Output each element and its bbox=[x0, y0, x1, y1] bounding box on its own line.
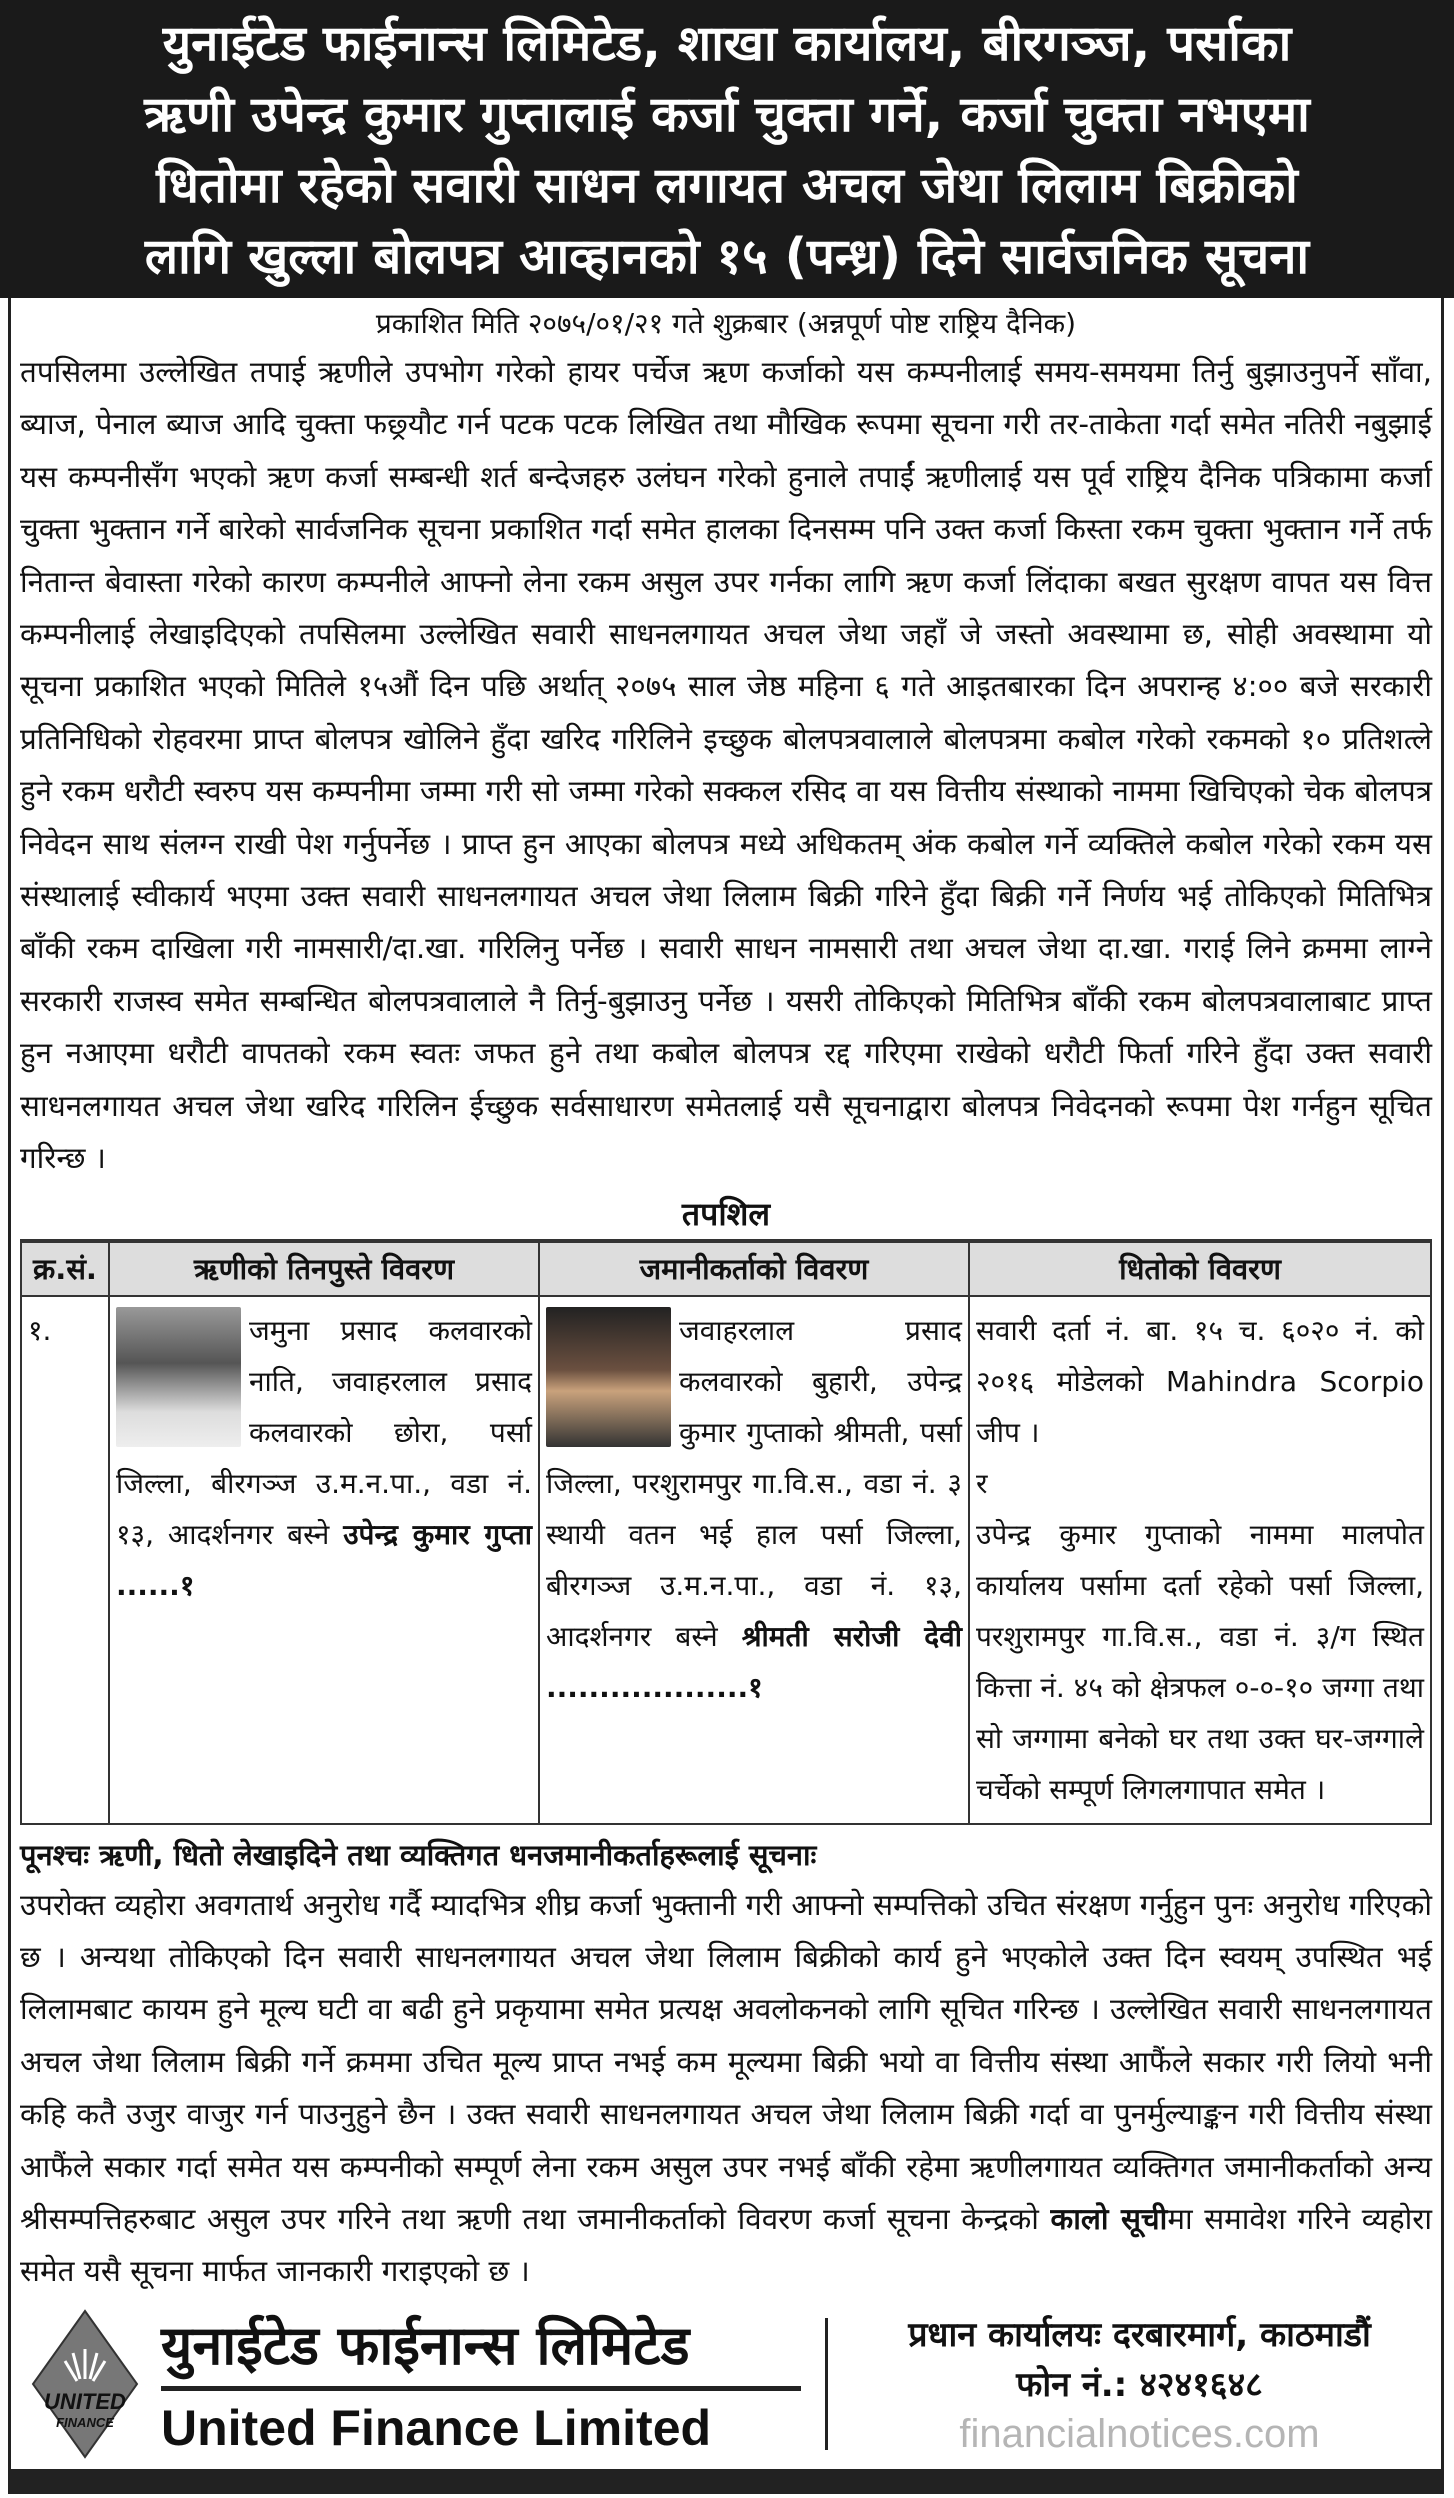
guarantor-details: जवाहरलाल प्रसाद कलवारको बुहारी, उपेन्द्र कुमार गुप्ताको श्रीमती, पर्सा जिल्ला, परशुरामपुर गा.वि.स., वडा नं. ३ स्थायी वतन भई हाल पर्सा जिल्ला, बीरगञ्ज उ.म.न.पा., वडा नं. १३, आदर्शनगर बस्ने bbox=[546, 1313, 962, 1653]
company-names bbox=[161, 2308, 801, 2461]
footer bbox=[11, 2298, 1441, 2469]
borrower-cell bbox=[109, 1296, 539, 1824]
table-row bbox=[21, 1296, 1431, 1824]
borrower-photo bbox=[116, 1307, 241, 1447]
headline-line: ऋणी उपेन्द्र कुमार गुप्तालाई कर्जा चुक्ता गर्ने, कर्जा चुक्ता नभएमा bbox=[144, 86, 1310, 143]
head-office: प्रधान कार्यालयः दरबारमार्ग, काठमाडौं bbox=[908, 2315, 1371, 2356]
svg-text:FINANCE: FINANCE bbox=[56, 2415, 114, 2431]
company-name-nepali: युनाईटेड फाईनान्स लिमिटेड bbox=[161, 2313, 690, 2377]
svg-text:UNITED: UNITED bbox=[44, 2389, 126, 2415]
collateral-land: उपेन्द्र कुमार गुप्ताको नाममा मालपोत कार्यालय पर्सामा दर्ता रहेको पर्सा जिल्ला, परशुरामपुर गा.वि.स., वडा नं. ३/ग स्थित कित्ता नं. ४५ को क्षेत्रफल ०-०-१० जग्गा तथा सो जग्गामा बनेको घर तथा उक्त घर-जग्गाले चर्चेको सम्पूर्ण लिगलगापात समेत । bbox=[976, 1517, 1424, 1806]
collateral-cell bbox=[969, 1296, 1431, 1824]
contact-block bbox=[852, 2310, 1427, 2458]
guarantor-photo bbox=[546, 1307, 671, 1447]
published-date: प्रकाशित मिति २०७५/०१/२१ गते शुक्रबार (अन्नपूर्ण पोष्ट राष्ट्रिय दैनिक) bbox=[375, 307, 1077, 340]
company-name-english: United Finance Limited bbox=[161, 2399, 712, 2456]
guarantor-cell bbox=[539, 1296, 969, 1824]
notice-headline bbox=[0, 0, 1454, 298]
borrower-suffix: ......१ bbox=[116, 1568, 195, 1602]
guarantor-suffix: ...................१ bbox=[546, 1670, 763, 1704]
headline-line: युनाईटेड फाईनान्स लिमिटेड, शाखा कार्यालय, बीरगञ्ज, पर्साका bbox=[162, 15, 1292, 72]
notice-frame bbox=[8, 0, 1444, 2494]
postscript-text-end: मा समावेश गरिने व्यहोरा समेत यसै सूचना मार्फत जानकारी गराइएको छ । bbox=[20, 2201, 1432, 2289]
table-header-row bbox=[21, 1241, 1431, 1296]
collateral-and: र bbox=[976, 1466, 988, 1500]
serial-cell: १. bbox=[21, 1296, 109, 1824]
collateral-vehicle: सवारी दर्ता नं. बा. १५ च. ६०२० नं. को २०१६ मोडेलको Mahindra Scorpio जीप । bbox=[976, 1313, 1424, 1449]
col-borrower: ऋणीको तिनपुस्ते विवरण bbox=[109, 1241, 539, 1296]
borrower-details: जमुना प्रसाद कलवारको नाति, जवाहरलाल प्रसाद कलवारको छोरा, पर्सा जिल्ला, बीरगञ्ज उ.म.न.पा., वडा नं. १३, आदर्शनगर बस्ने bbox=[116, 1313, 532, 1551]
col-serial: क्र.सं. bbox=[21, 1241, 109, 1296]
vertical-divider bbox=[825, 2318, 828, 2450]
postscript-body bbox=[20, 1879, 1432, 2298]
schedule-table bbox=[20, 1239, 1432, 1825]
divider bbox=[161, 2386, 801, 2391]
headline-line: धितोमा रहेको सवारी साधन लगायत अचल जेथा लिलाम बिक्रीको bbox=[156, 157, 1298, 214]
schedule-title: तपशिल bbox=[681, 1194, 771, 1233]
postscript-title: पूनश्चः ऋणी, धितो लेखाइदिने तथा व्यक्तिगत धनजमानीकर्ताहरूलाई सूचनाः bbox=[20, 1837, 817, 1872]
col-collateral: धितोको विवरण bbox=[969, 1241, 1431, 1296]
guarantor-name: श्रीमती सरोजी देवी bbox=[741, 1619, 962, 1653]
united-finance-logo-icon bbox=[25, 2309, 145, 2459]
col-guarantor: जमानीकर्ताको विवरण bbox=[539, 1241, 969, 1296]
headline-line: लागि खुल्ला बोलपत्र आव्हानको १५ (पन्ध्र) दिने सार्वजनिक सूचना bbox=[144, 228, 1310, 285]
borrower-name: उपेन्द्र कुमार गुप्ता bbox=[343, 1517, 532, 1551]
postscript-text: उपरोक्त व्यहोरा अवगतार्थ अनुरोध गर्दै म्यादभित्र शीघ्र कर्जा भुक्तानी गरी आफ्नो सम्पत्तिको उचित संरक्षण गर्नुहुन पुनः अनुरोध गरिएको छ । अन्यथा तोकिएको दिन सवारी साधनलगायत अचल जेथा लिलाम बिक्रीको कार्य हुने भएकोले उक्त दिन स्वयम् उपस्थित भई लिलामबाट कायम हुने मूल्य घटी वा बढी हुने प्रकृयामा समेत प्रत्यक्ष अवलोकनको लागि सूचित गरिन्छ । उल्लेखित सवारी साधनलगायत अचल जेथा लिलाम बिक्री गर्ने क्रममा उचित मूल्य प्राप्त नभई कम मूल्यमा बिक्री भयो वा वित्तीय संस्था आफैंले सकार गरी लियो भनी कहि कतै उजुर वाजुर गर्न पाउनुहुने छैन । उक्त सवारी साधनलगायत अचल जेथा लिलाम बिक्री गर्दा वा पुनर्मुल्याङ्कन गरी वित्तीय संस्था आफैंले सकार गर्दा समेत यस कम्पनीको सम्पूर्ण लेना रकम असुल उपर नभई बाँकी रहेमा ऋणीलगायत व्यक्तिगत जमानीकर्ताको अन्य श्रीसम्पत्तिहरुबाट असुल उपर गरिने तथा ऋणी तथा जमानीकर्ताको विवरण कर्जा सूचना केन्द्रको bbox=[20, 1887, 1432, 2236]
bottom-bar bbox=[11, 2469, 1441, 2491]
watermark: financialnotices.com bbox=[959, 2412, 1320, 2457]
blacklist-term: कालो सूची bbox=[1050, 2201, 1168, 2236]
phone-number: फोन नं.: ४२४१६४८ bbox=[1016, 2365, 1263, 2406]
notice-body: तपसिलमा उल्लेखित तपाई ऋणीले उपभोग गरेको हायर पर्चेज ऋण कर्जाको यस कम्पनीलाई समय-समयमा तिर्नु बुझाउनुपर्ने साँवा, ब्याज, पेनाल ब्याज आदि चुक्ता फछ्र्यौट गर्न पटक पटक लिखित तथा मौखिक रूपमा सूचना गरी तर-ताकेता गर्दा समेत नतिरी नबुझाई यस कम्पनीसँग भएको ऋण कर्जा सम्बन्धी शर्त बन्देजहरु उलंघन गरेको हुनाले तपाईं ऋणीलाई यस पूर्व राष्ट्रिय दैनिक पत्रिकामा कर्जा चुक्ता भुक्तान गर्ने बारेको सार्वजनिक सूचना प्रकाशित गर्दा समेत हालका दिनसम्म पनि उक्त कर्जा किस्ता रकम चुक्ता भुक्तान गर्ने तर्फ नितान्त बेवास्ता गरेको कारण कम्पनीले आफ्नो लेना रकम असुल उपर गर्नका लागि ऋण कर्जा लिंदाका बखत सुरक्षण वापत यस वित्त कम्पनीलाई लेखाइदिएको तपसिलमा उल्लेखित सवारी साधनलगायत अचल जेथा जहाँ जे जस्तो अवस्थामा छ, सोही अवस्थामा यो सूचना प्रकाशित भएको मितिले १५औं दिन पछि अर्थात् २०७५ साल जेष्ठ महिना ६ गते आइतबारका दिन अपरान्ह ४:०० बजे सरकारी प्रतिनिधिको रोहवरमा प्राप्त बोलपत्र खोलिने हुँदा खरिद गरिलिने इच्छुक बोलपत्रवालाले बोलपत्रमा कबोल गरेको रकमको १० प्रतिशत्ले हुने रकम धरौटी स्वरुप यस कम्पनीमा जम्मा गरी सो जम्मा गरेको सक्कल रसिद वा यस वित्तीय संस्थाको नाममा खिचिएको चेक बोलपत्र निवेदन साथ संलग्न राखी पेश गर्नुपर्नेछ । प्राप्त हुन आएका बोलपत्र मध्ये अधिकतम् अंक कबोल गर्ने व्यक्तिले कबोल गरेको रकम यस संस्थालाई स्वीकार्य भएमा उक्त सवारी साधनलगायत अचल जेथा लिलाम बिक्री गरिने हुँदा बिक्री गर्ने निर्णय भई तोकिएको मितिभित्र बाँकी रकम दाखिला गरी नामसारी/दा.खा. गरिलिनु पर्नेछ । सवारी साधन नामसारी तथा अचल जेथा दा.खा. गराई लिने क्रममा लाग्ने सरकारी राजस्व समेत सम्बन्धित बोलपत्रवालाले नै तिर्नु-बुझाउनु पर्नेछ । यसरी तोकिएको मितिभित्र बाँकी रकम बोलपत्रवालाबाट प्राप्त हुन नआएमा धरौटी वापतको रकम स्वतः जफत हुने तथा कबोल बोलपत्र रद्द गरिएमा राखेको धरौटी फिर्ता गरिने हुँदा उक्त सवारी साधनलगायत अचल जेथा खरिद गरिलिन ईच्छुक सर्वसाधारण समेतलाई यसै सूचनाद्वारा बोलपत्र निवेदनको रूपमा पेश गर्नहुन सूचित गरिन्छ । bbox=[20, 355, 1432, 1176]
